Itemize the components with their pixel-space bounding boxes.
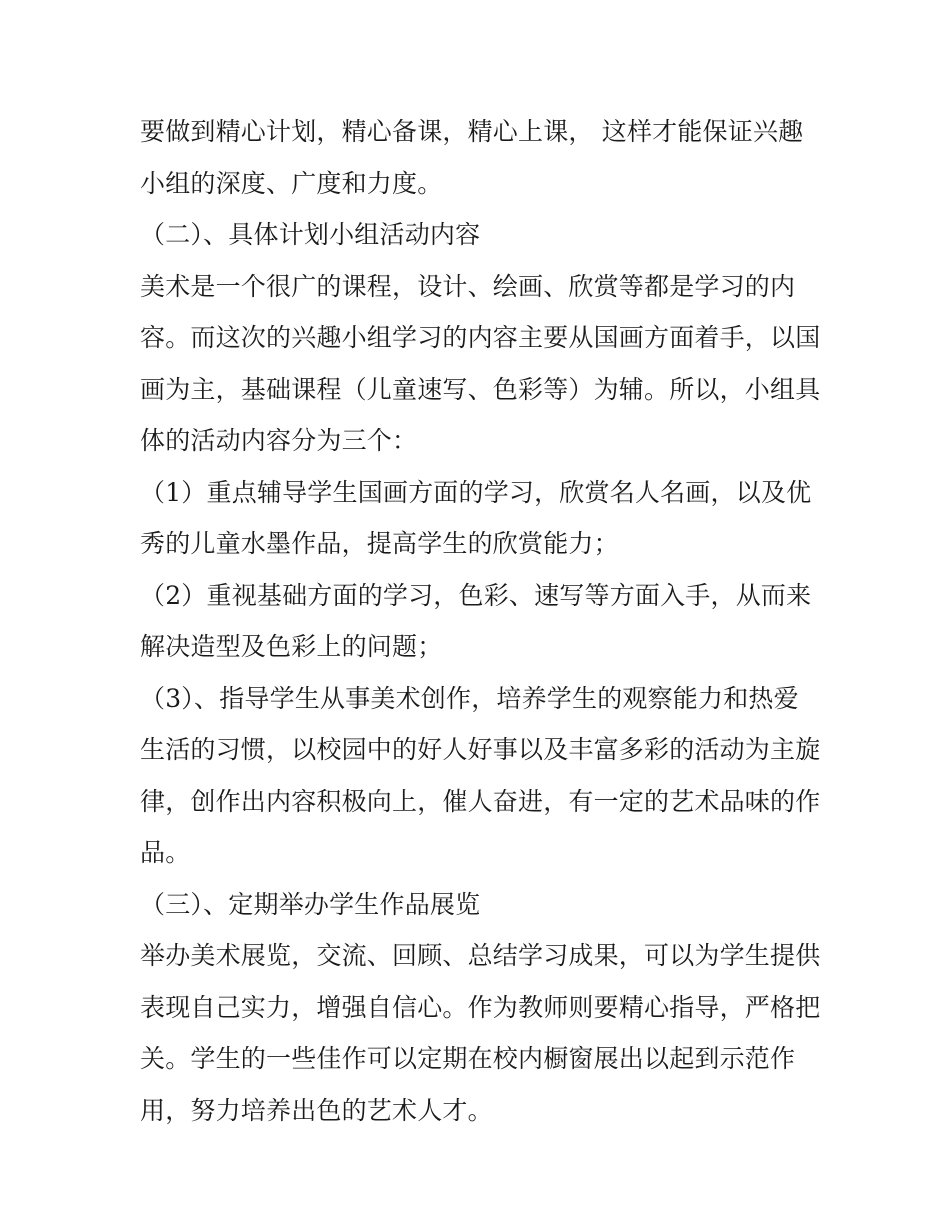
section-heading: （三）、定期举办学生作品展览 bbox=[140, 889, 481, 919]
text-line: 要做到精心计划，精心备课，精心上课， 这样才能保证兴趣 bbox=[140, 117, 804, 146]
text-line: 用，努力培养出色的艺术人才。 bbox=[140, 1095, 493, 1125]
text-line: 生活的习惯，以校园中的好人好事以及丰富多彩的活动为主旋 bbox=[140, 735, 821, 764]
text-line: 体的活动内容分为三个： bbox=[140, 426, 418, 455]
section-heading: （二）、具体计划小组活动内容 bbox=[140, 220, 481, 249]
list-item: （2）重视基础方面的学习，色彩、速写等方面入手，从而来 bbox=[140, 580, 812, 610]
text-line: 秀的儿童水墨作品，提高学生的欣赏能力； bbox=[140, 529, 619, 558]
list-item: （3）、指导学生从事美术创作，培养学生的观察能力和热爱 bbox=[140, 683, 799, 713]
text-line: 容。而这次的兴趣小组学习的内容主要从国画方面着手，以国 bbox=[140, 323, 821, 352]
text-line: 举办美术展览，交流、回顾、总结学习成果，可以为学生提供 bbox=[140, 941, 821, 970]
text-line: 美术是一个很广的课程，设计、绘画、欣赏等都是学习的内 bbox=[140, 271, 796, 301]
document-body bbox=[140, 106, 820, 1136]
text-line: 小组的深度、广度和力度。 bbox=[140, 168, 443, 198]
text-line: 品。 bbox=[140, 838, 191, 867]
text-line: 画为主，基础课程（儿童速写、色彩等）为辅。所以，小组具 bbox=[140, 374, 821, 404]
text-line: 关。学生的一些佳作可以定期在校内橱窗展出以起到示范作 bbox=[140, 1044, 796, 1073]
list-item: （1）重点辅导学生国画方面的学习，欣赏名人名画，以及优 bbox=[140, 477, 812, 507]
text-line: 表现自己实力，增强自信心。作为教师则要精心指导，严格把 bbox=[140, 992, 821, 1022]
text-line: 律，创作出内容积极向上，催人奋进，有一定的艺术品味的作 bbox=[140, 786, 821, 816]
text-line: 解决造型及色彩上的问题； bbox=[140, 632, 443, 661]
